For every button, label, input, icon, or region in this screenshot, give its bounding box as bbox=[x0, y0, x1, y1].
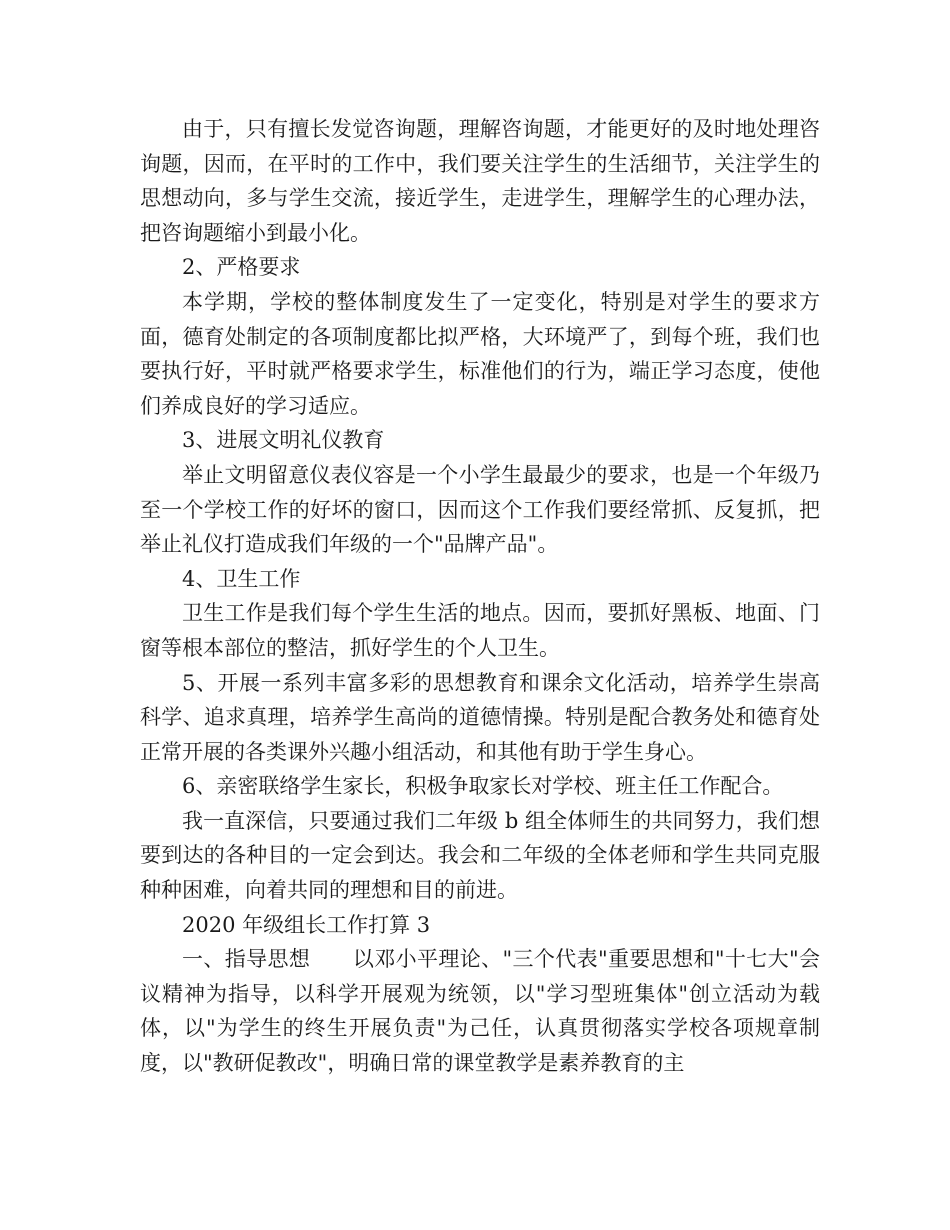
document-body bbox=[140, 112, 820, 1081]
paragraph-closing-belief: 我一直深信，只要通过我们二年级 b 组全体师生的共同努力，我们想要到达的各种目的一定会到达。我会和二年级的全体老师和学生共同克服种种困难，向着共同的理想和目的前进。 bbox=[140, 808, 820, 903]
paragraph-etiquette-education: 举止文明留意仪表仪容是一个小学生最最少的要求，也是一个年级乃至一个学校工作的好坏的窗口，因而这个工作我们要经常抓、反复抓，把举止礼仪打造成我们年级的一个"品牌产品"。 bbox=[140, 462, 820, 557]
section-heading-etiquette-education: 3、进展文明礼仪教育 bbox=[182, 428, 385, 453]
paragraph-guiding-ideology: 一、指导思想 以邓小平理论、"三个代表"重要思想和"十七大"会议精神为指导，以科学开展观为统领，以"学习型班集体"创立活动为载体，以"为学生的终生开展负责"为己任，认真贯彻落实学校各项规章制度，以"教研促教改"，明确日常的课堂教学是素养教育的主 bbox=[140, 947, 820, 1076]
paragraph-cultural-activities: 5、开展一系列丰富多彩的思想教育和课余文化活动，培养学生崇高科学、追求真理，培养学生高尚的道德情操。特别是配合教务处和德育处正常开展的各类课外兴趣小组活动，和其他有助于学生身心。 bbox=[140, 670, 820, 764]
paragraph-strict-requirements: 本学期，学校的整体制度发生了一定变化，特别是对学生的要求方面，德育处制定的各项制度都比拟严格，大环境严了，到每个班，我们也要执行好，平时就严格要求学生，标准他们的行为，端正学习态度，使他们养成良好的学习适应。 bbox=[140, 289, 820, 418]
section-heading-work-plan-3: 2020 年级组长工作打算 3 bbox=[182, 912, 431, 937]
section-heading-hygiene-work: 4、卫生工作 bbox=[182, 566, 301, 591]
section-heading-strict-requirements: 2、严格要求 bbox=[182, 255, 301, 280]
paragraph-problem-handling: 由于，只有擅长发觉咨询题，理解咨询题，才能更好的及时地处理咨询题，因而，在平时的工作中，我们要关注学生的生活细节，关注学生的思想动向，多与学生交流，接近学生，走进学生，理解学生的心理办法，把咨询题缩小到最小化。 bbox=[140, 117, 820, 245]
paragraph-parent-contact: 6、亲密联络学生家长，积极争取家长对学校、班主任工作配合。 bbox=[182, 774, 784, 799]
paragraph-hygiene-work: 卫生工作是我们每个学生生活的地点。因而，要抓好黑板、地面、门窗等根本部位的整洁，抓好学生的个人卫生。 bbox=[140, 601, 820, 660]
